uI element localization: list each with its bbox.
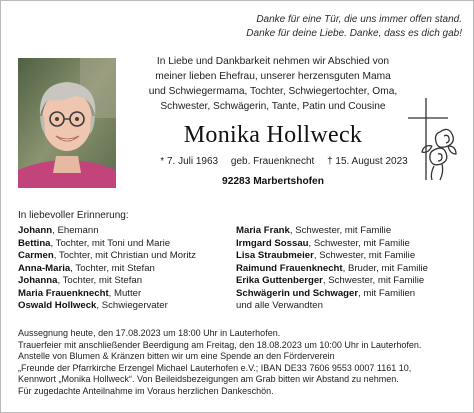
relative-entry [18,288,232,301]
motto-line: Danke für deine Liebe. Danke, dass es dich gab! [246,28,462,39]
relative-name: Carmen [18,250,54,261]
death-date: † 15. August 2023 [327,156,408,167]
relative-desc: , Schwester, mit Familie [289,225,392,236]
relative-name: Johanna [18,275,58,286]
relative-entry [236,225,472,238]
relative-entry [236,300,472,313]
relative-desc: , Schwester, mit Familie [313,250,416,261]
relative-desc: , mit Familien [358,287,416,299]
relative-desc: , Ehemann [52,225,99,236]
relative-entry [18,238,232,251]
relative-name: Johann [18,225,53,236]
intro-line: In Liebe und Dankbarkeit nehmen wir Abschied von [156,56,390,67]
relative-name: Maria Frank [236,225,290,236]
relative-desc: , Bruder, mit Familie [342,262,428,274]
relative-entry [18,263,232,276]
life-dates [134,156,434,167]
intro-text [134,54,412,114]
relative-desc: , Tochter, mit Stefan [57,275,143,286]
relative-desc: , Tochter, mit Christian und Moritz [53,250,196,261]
notice-line: Trauerfeier mit anschließender Beerdigung am Freitag, den 18.08.2023 um 10:00 Uhr in Lauterhofen. [18,339,422,350]
relative-desc: , Schwester, mit Familie [308,237,410,249]
relative-name: Lisa Straubmeier [236,250,314,261]
relative-desc: , Mutter [108,287,142,299]
maiden-name: geb. Frauenknecht [230,156,315,167]
motto-line: Danke für eine Tür, die uns immer offen stand. [256,14,462,25]
funeral-notice [18,328,470,398]
relative-name: Maria Frauenknecht [18,287,109,299]
memory-heading: In liebevoller Erinnerung: [18,210,129,221]
relative-name: Oswald Hollweck [18,300,97,311]
notice-line: Kennwort „Monika Hollweck“. Von Beileidsbezeigungen am Grab bitten wir Abstand zu nehmen. [18,374,399,385]
relative-desc: , Tochter, mit Toni und Marie [50,237,171,249]
relatives-right-column [236,225,472,313]
relative-entry [236,238,472,251]
relative-desc: und alle Verwandten [236,300,323,311]
relative-name: Schwägerin und Schwager [236,287,359,299]
relative-desc: , Schwester, mit Familie [322,275,425,286]
portrait-image [18,58,116,188]
relative-name: Erika Guttenberger [236,275,323,286]
deceased-name: Monika Hollweck [183,122,363,148]
residence: 92283 Marbertshofen [222,176,324,187]
relative-entry [236,263,472,276]
relative-name: Raimund Frauenknecht [236,262,343,274]
relative-entry [18,300,232,313]
relative-entry [18,250,232,263]
birth-date: * 7. Juli 1963 [160,156,219,167]
intro-line: meiner lieben Ehefrau, unserer herzensguten Mama [155,71,391,82]
portrait-photo [18,58,116,188]
intro-line: Schwester, Schwägerin, Tante, Patin und Cousine [160,101,386,112]
intro-line: und Schwiegermama, Tochter, Schwiegertochter, Oma, [148,86,398,97]
relatives-left-column [18,225,232,313]
relative-entry [18,275,232,288]
motto [246,13,462,41]
relative-entry [18,225,232,238]
relative-name: Bettina [18,237,51,249]
relative-desc: , Schwiegervater [96,300,168,311]
relative-desc: , Tochter, mit Stefan [70,262,155,274]
relative-entry [236,275,472,288]
relative-name: Irmgard Sossau [236,237,309,249]
notice-line: Für zugedachte Anteilnahme im Voraus herzlichen Dankeschön. [18,385,274,396]
relative-name: Anna-Maria [18,262,71,274]
cross-with-roses-icon [404,96,460,182]
notice-line: „Freunde der Pfarrkirche Erzengel Michael Lauterhofen e.V.; IBAN DE33 7606 9553 0007 1161 10, [18,362,412,373]
notice-line: Aussegnung heute, den 17.08.2023 um 18:00 Uhr in Lauterhofen. [18,328,281,338]
notice-line: Anstelle von Blumen & Kränzen bitten wir um eine Spende an den Förderverein [18,351,335,362]
relative-entry [236,250,472,263]
relative-entry [236,288,472,301]
